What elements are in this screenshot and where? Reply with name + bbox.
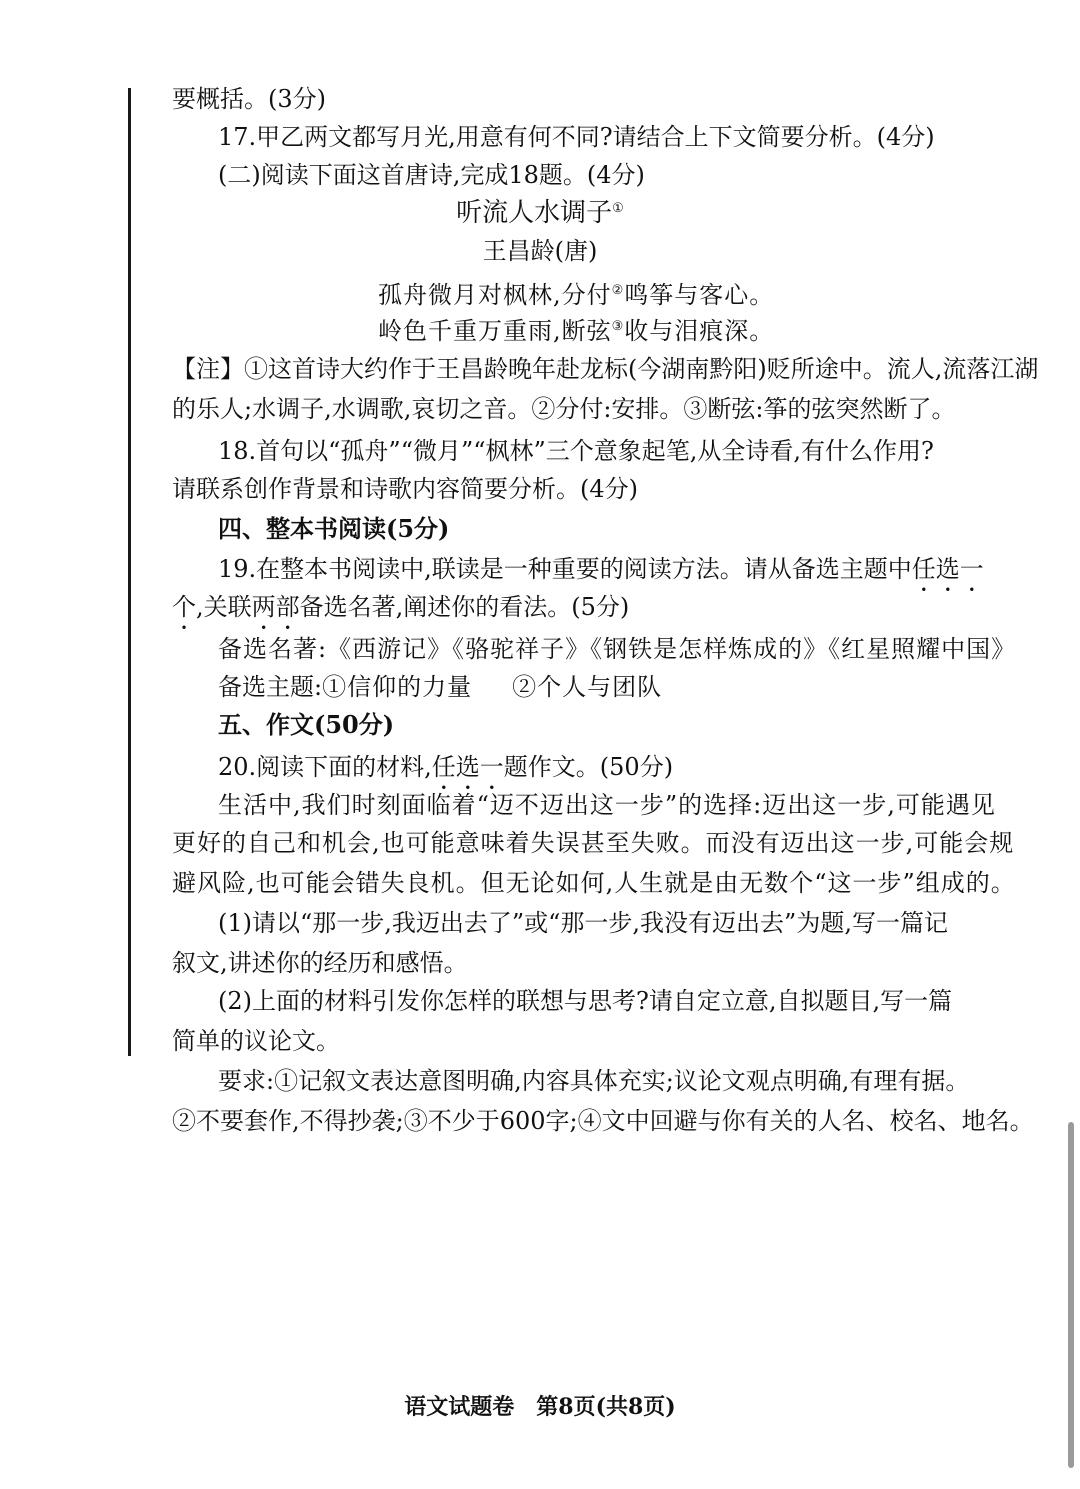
requirements: ②不要套作,不得抄袭;③不少于600字;④文中回避与你有关的人名、校名、地名。 [172,1107,1034,1135]
text-line: 要概括。(3分) [172,85,326,113]
material-text: 生活中,我们时刻面临着“迈不迈出这一步”的选择:迈出这一步,可能遇见 [218,791,996,819]
question-19: 个,关联两部备选名著,阐述你的看法。(5分) [172,593,630,621]
question-20: 20.阅读下面的材料,任选一题作文。(50分) [218,753,674,781]
poem-line: 岭色千重万重雨,断弦③收与泪痕深。 [378,317,775,345]
poem-note: 的乐人;水调子,水调歌,哀切之音。②分付:安排。③断弦:筝的弦突然断了。 [172,395,956,423]
poem-title: 听流人水调子① [456,198,624,228]
question-18: 18.首句以“孤舟”“微月”“枫林”三个意象起笔,从全诗看,有什么作用? [218,437,934,465]
material-text: 更好的自己和机会,也可能意味着失误甚至失败。而没有迈出这一步,可能会规 [172,829,1015,857]
section-heading: (二)阅读下面这首唐诗,完成18题。(4分) [218,161,645,189]
section-heading: 五、作文(50分) [218,710,395,739]
question-19: 19.在整本书阅读中,联读是一种重要的阅读方法。请从备选主题中任选一 [218,555,984,583]
theme-list: 备选主题:①信仰的力量 ②个人与团队 [218,673,663,701]
prompt-option: 叙文,讲述你的经历和感悟。 [172,949,468,977]
prompt-option: 简单的议论文。 [172,1027,340,1055]
material-text: 避风险,也可能会错失良机。但无论如何,人生就是由无数个“这一步”组成的。 [172,869,1016,897]
poem-note: 【注】①这首诗大约作于王昌龄晚年赴龙标(今湖南黔阳)贬所途中。流人,流落江湖 [172,355,1039,383]
book-list: 备选名著:《西游记》《骆驼祥子》《钢铁是怎样炼成的》《红星照耀中国》 [218,635,1017,663]
section-heading: 四、整本书阅读(5分) [218,514,450,543]
margin-line [128,88,131,1056]
requirements: 要求:①记叙文表达意图明确,内容具体充实;议论文观点明确,有理有据。 [218,1067,970,1095]
poem-line: 孤舟微月对枫林,分付②鸣筝与客心。 [378,281,775,309]
question-17: 17.甲乙两文都写月光,用意有何不同?请结合上下文简要分析。(4分) [218,123,935,151]
prompt-option: (1)请以“那一步,我迈出去了”或“那一步,我没有迈出去”为题,写一篇记 [218,909,948,937]
question-18: 请联系创作背景和诗歌内容简要分析。(4分) [172,475,638,503]
poem-author: 王昌龄(唐) [482,237,598,265]
prompt-option: (2)上面的材料引发你怎样的联想与思考?请自定立意,自拟题目,写一篇 [218,987,953,1015]
page-footer: 语文试题卷 第8页(共8页) [404,1394,676,1420]
scrollbar[interactable] [1068,1122,1074,1468]
